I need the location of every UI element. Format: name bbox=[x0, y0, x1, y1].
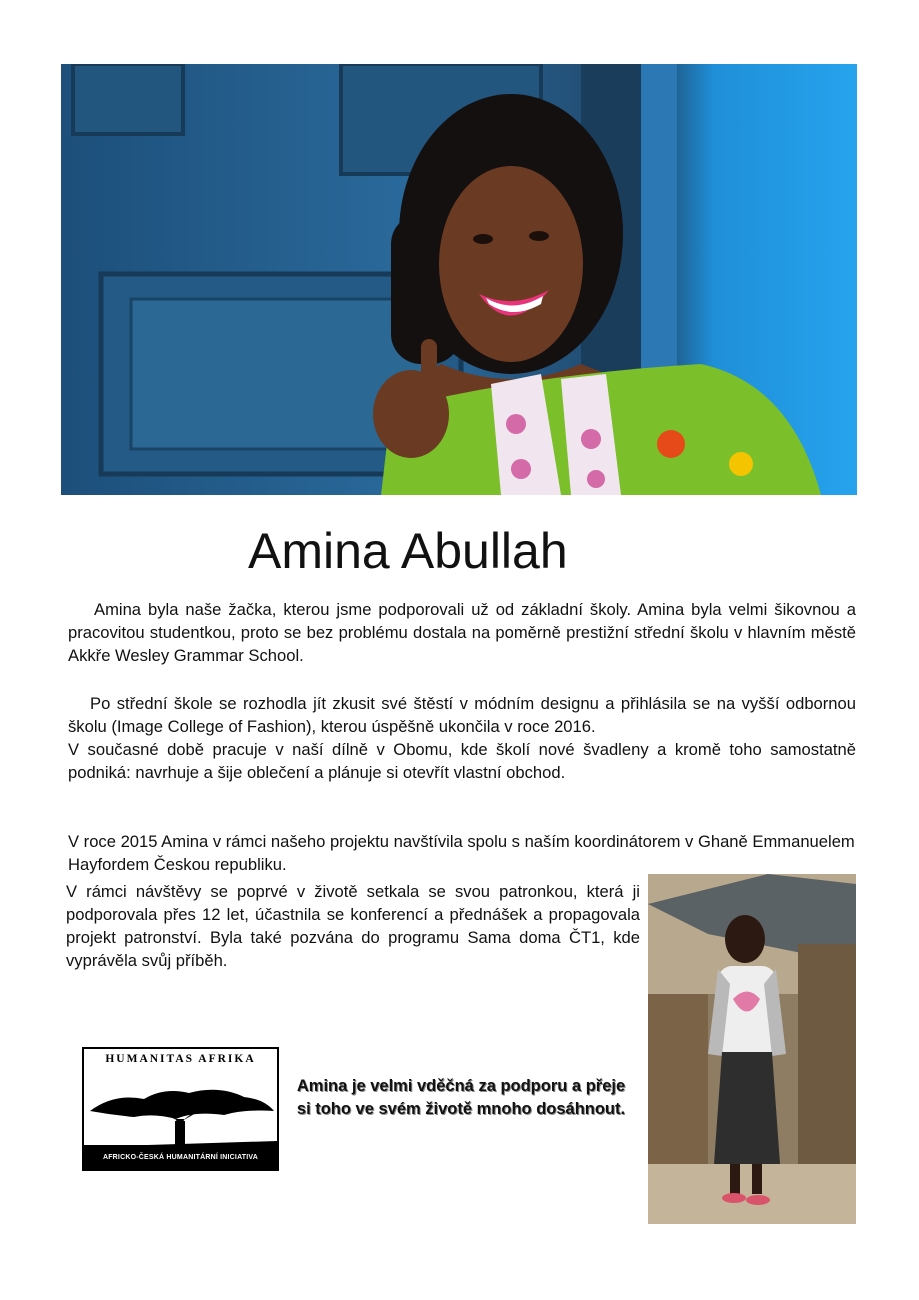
child-photo bbox=[648, 874, 856, 1224]
humanitas-afrika-logo bbox=[82, 1047, 279, 1171]
hero-photo-illustration bbox=[61, 64, 857, 495]
visit-paragraph: V roce 2015 Amina v rámci našeho projektu navštívila spolu s naším koordinátorem v Ghaně Emmanuelem Hayfordem Českou republiku. bbox=[68, 832, 855, 874]
sponsor-paragraph: V rámci návštěvy se poprvé v životě setkala se svou patronkou, která ji podporovala přes 12 let, účastnila se konferencí a přednášek a propagovala projekt patronství. Byla také pozvána do programu Sama doma ČT1, kde vyprávěla svůj příběh. bbox=[66, 882, 640, 970]
logo-subtitle: AFRICKO-ČESKÁ HUMANITÁRNÍ INICIATIVA bbox=[102, 1153, 259, 1161]
logo-name: HUMANITAS AFRIKA bbox=[105, 1053, 256, 1065]
page-title: Amina Abullah bbox=[248, 523, 568, 579]
career-paragraph-part1: Po střední škole se rozhodla jít zkusit své štěstí v módním designu a přihlásila se na vyšší odbornou školu (Image College of Fashion), kterou úspěšně ukončila v roce 2016. bbox=[68, 694, 856, 736]
intro-paragraph: Amina byla naše žačka, kterou jsme podporovali už od základní školy. Amina byla velmi šikovnou a pracovitou studentkou, proto se bez problému dostala na poměrně prestižní střední školu v hlavním městě Akkře Wesley Grammar School. bbox=[68, 600, 856, 665]
career-paragraph bbox=[68, 692, 856, 784]
hero-photo bbox=[61, 64, 857, 495]
child-photo-illustration bbox=[648, 874, 856, 1224]
gratitude-quote: Amina je velmi vděčná za podporu a přeje si toho ve svém životě mnoho dosáhnout. bbox=[296, 1077, 626, 1118]
logo-band bbox=[84, 1145, 277, 1169]
career-paragraph-part2: V současné době pracuje v naší dílně v Obomu, kde školí nové švadleny a kromě toho samostatně podniká: navrhuje a šije oblečení a plánuje si otevřít vlastní obchod. bbox=[68, 740, 856, 782]
